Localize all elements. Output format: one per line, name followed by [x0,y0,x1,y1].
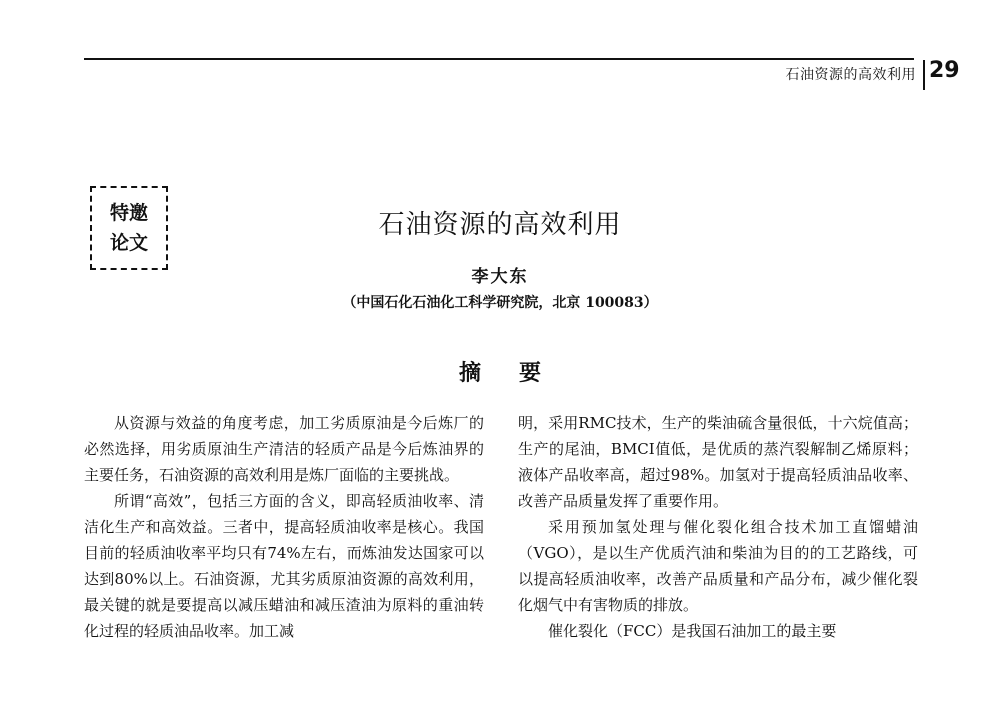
author-affiliation: （中国石化石油化工科学研究院，北京 100083） [342,295,658,311]
left-paragraph-2: 所谓“高效”，包括三方面的含义，即高轻质油收率、清洁化生产和高效益。三者中，提高轻质油收率是核心。我国目前的轻质油收率平均只有74%左右，而炼油发达国家可以达到80%以上。石油资源，尤其劣质原油资源的高效利用，最关键的就是要提高以减压蜡油和减压渣油为原料的重油转化过程的轻质油品收率。加工减 [84,492,484,640]
right-paragraph-1: 明，采用RMC技术，生产的柴油硫含量很低，十六烷值高；生产的尾油，BMCI值低，是优质的蒸汽裂解制乙烯原料；液体产品收率高，超过98%。加氢对于提高轻质油品收率、改善产品质量发挥了重要作用。 [518,414,918,510]
badge-line-1: 特邀 [109,202,148,224]
right-column [518,410,918,644]
running-title: 石油资源的高效利用 [785,67,916,83]
left-paragraph-1: 从资源与效益的角度考虑，加工劣质原油是今后炼厂的必然选择，用劣质原油生产清洁的轻质产品是今后炼油界的主要任务，石油资源的高效利用是炼厂面临的主要挑战。 [84,414,484,484]
page-number: 29 [929,58,960,83]
abstract-heading: 摘要 [458,360,579,386]
article-title: 石油资源的高效利用 [378,210,622,240]
page-number-divider [923,60,925,90]
right-paragraph-2: 采用预加氢处理与催化裂化组合技术加工直馏蜡油（VGO），是以生产优质汽油和柴油为目的的工艺路线，可以提高轻质油收率，改善产品质量和产品分布，减少催化裂化烟气中有害物质的排放。 [518,518,918,614]
top-rule [84,58,914,60]
left-column [84,410,484,644]
author-name: 李大东 [471,267,529,287]
badge-line-2: 论文 [109,232,148,254]
right-paragraph-3: 催化裂化（FCC）是我国石油加工的最主要 [548,622,837,640]
